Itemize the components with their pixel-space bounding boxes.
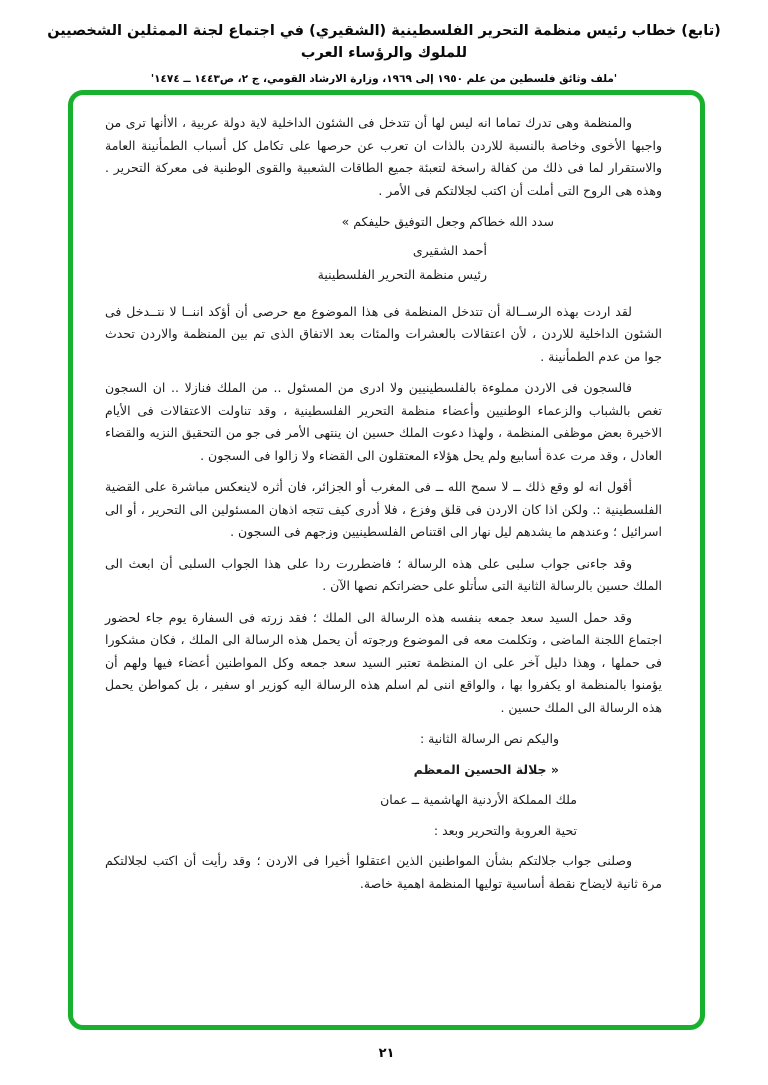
- signature-name: أحمد الشقيرى: [412, 242, 487, 258]
- scanned-text-body: [105, 112, 662, 895]
- letter2-greeting: تحية العروبة والتحرير وبعد :: [433, 822, 577, 838]
- commentary-paragraph-1: لقد اردت بهذه الرســالة أن تتدخل المنظمة فى هذا الموضوع مع حرصى أن أؤكد اننــا لا نتــدخل فى الشئون الداخلية للاردن ، لأن اعتقالات بالعشرات والمئات بعد الاتفاق الذى تم بين المنظمة والاردن تحدث جوا من عدم الطمأنينة .: [105, 303, 662, 364]
- letter2-salutation: « جلالة الحسين المعظم: [413, 761, 559, 777]
- letter1-body-paragraph: والمنظمة وهى تدرك تماما انه ليس لها أن تتدخل فى الشئون الداخلية لاية دولة عربية ، الاأنها ترى من واجبها الأخوى وخاصة بالنسبة للاردن بالذات ان تعرب عن حرصها على تكامل كل أسباب الطمأنينة العامة والاستقرار لما فى ذلك من كفالة راسخة لتعبئة جميع الطاقات الشعبية والقوى الوطنية فى معركة التحرير . وهذه هى الروح التى أملت أن اكتب لجلالتكم فى الأمر .: [105, 115, 662, 198]
- letter2-addressee: ملك المملكة الأردنية الهاشمية ــ عمان: [380, 792, 577, 807]
- document-title: (تابع) خطاب رئيس منظمة التحرير الفلسطينية (الشقيري) في اجتماع لجنة الممثلين الشخصيين للملوك والرؤساء العرب: [47, 23, 721, 61]
- commentary-paragraph-2: فالسجون فى الاردن مملوءة بالفلسطينيين ولا ادرى من المسئول .. من الملك فنازلا .. ان السجون تغص بالشباب والزعماء الوطنيين وأعضاء منظمة التحرير الفلسطينية ، وقد تناولت الاعتقالات فى الأيام الاخيرة بعض موظفى المنظمة ، ولهذا دعوت الملك حسين ان ينتهى الأمر فى جو من التحقيق النزيه والقضاء العادل ، وقد مرت عدة أسابيع ولم يحل هؤلاء المعتقلون الى القضاء ولا زالوا فى السجون .: [105, 380, 662, 463]
- document-source-citation: 'ملف وثائق فلسطين من علم ١٩٥٠ إلى ١٩٦٩، وزارة الارشاد القومي، ج ٢، ص١٤٤٣ ــ ١٤٧٤': [150, 73, 618, 85]
- document-frame: [68, 90, 705, 1030]
- commentary-paragraph-5: وقد حمل السيد سعد جمعه بنفسه هذه الرسالة الى الملك ؛ فقد زرته فى السفارة يوم جاء لحضور اجتماع اللجنة الماضى ، وتكلمت معه فى الموضوع ورجوته أن يحمل هذه الرسالة الى الملك ، فكان مشكورا فى حملها ، وهذا دليل آخر على ان المنظمة تعتبر السيد سعد جمعه وكل المواطنين أعضاء فيها ولهم أن يؤمنوا بالمنظمة او يكفروا بها ، والواقع اننى لم اسلم هذه الرسالة اليه كوزير او سفير ، بل كمواطن يحمل هذه الرسالة الى الملك حسين .: [105, 609, 662, 715]
- second-letter-intro: واليكم نص الرسالة الثانية :: [420, 731, 559, 746]
- commentary-paragraph-3: أقول انه لو وقع ذلك ــ لا سمح الله ــ فى المغرب أو الجزائر، فان أثره لاينعكس مباشرة على القضية الفلسطينية :. ولكن اذا كان الاردن فى قلق وفزع ، فلا أدرى كيف تتجه اذهان المسئولين الى التحرير ، أو الى اسرائيل ؛ وعندهم ما يشدهم ليل نهار الى اقتناص الفلسطينيين وزجهم فى السجون .: [105, 479, 662, 539]
- page-number: ٢١: [378, 1046, 395, 1061]
- commentary-paragraph-4: وقد جاءنى جواب سلبى على هذه الرسالة ؛ فاضطررت ردا على هذا الجواب السلبى أن ابعث الى الملك حسين بالرسالة الثانية التى سأتلو على حضراتكم نصها الآن .: [105, 555, 662, 593]
- signature-title: رئيس منظمة التحرير الفلسطينية: [317, 267, 487, 282]
- letter1-closing-blessing: سدد الله خطاكم وجعل التوفيق حليفكم »: [341, 214, 554, 229]
- document-header: [0, 20, 768, 85]
- letter2-body-paragraph: وصلنى جواب جلالتكم بشأن المواطنين الذين اعتقلوا أخيرا فى الاردن ؛ وقد رأيت أن اكتب لجلالتكم مرة ثانية لايضاح نقطة أساسية توليها المنظمة اهمية خاصة.: [105, 853, 662, 891]
